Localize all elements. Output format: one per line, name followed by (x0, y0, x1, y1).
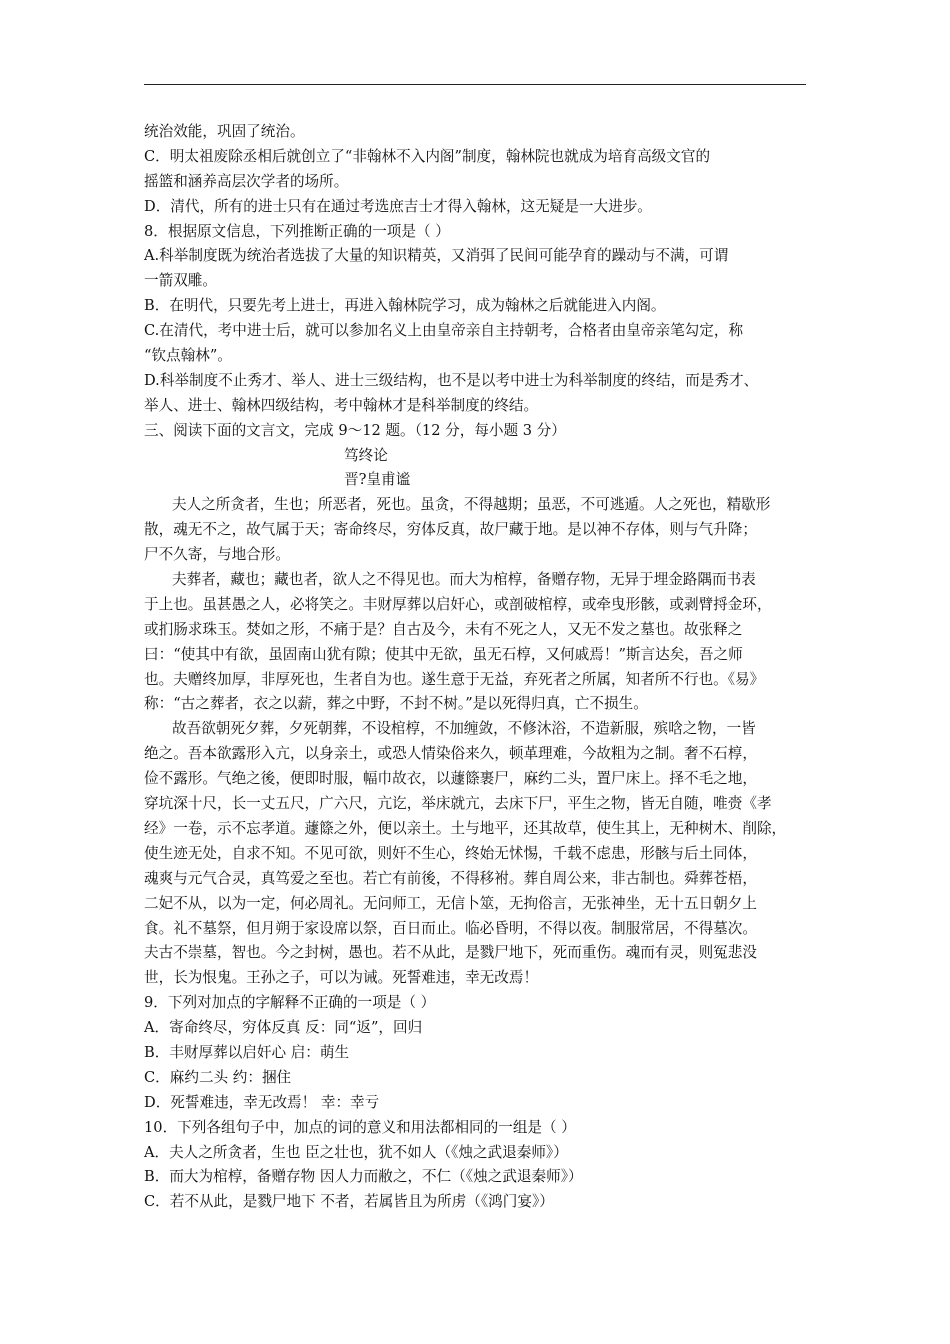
text-line: 或扪肠求珠玉。焚如之形，不痛于是？自古及今，未有不死之人，又无不发之墓也。故张释之 (144, 620, 743, 638)
passage-title-line: 晋?皇甫谧 (344, 471, 411, 489)
text-line: 使生迹无处，自求不知。不见可欲，则奸不生心，终始无怵惕，千载不虑患，形骸与后土同体， (144, 844, 757, 862)
text-line: 9．下列对加点的字解释不正确的一项是（ ） (144, 994, 436, 1012)
text-line: 称：“古之葬者，衣之以薪，葬之中野，不封不树。”是以死得归真，亡不损生。 (144, 695, 648, 713)
text-line: “钦点翰林”。 (144, 347, 232, 365)
text-line: B．在明代，只要先考上进士，再进入翰林院学习，成为翰林之后就能进入内阁。 (144, 297, 666, 315)
text-line: 尸不久寄，与地合形。 (144, 546, 290, 564)
text-line: 故吾欲朝死夕葬，夕死朝葬，不设棺椁，不加缠敛，不修沐浴，不造新服，殡唅之物，一皆 (172, 720, 756, 738)
text-line: 也。夫赠终加厚，非厚死也，生者自为也。遂生意于无益，弃死者之所属，知者所不行也。《易》 (144, 670, 765, 688)
text-line: 散，魂无不之，故气属于天；寄命终尽，穷体反真，故尸藏于地。是以神不存体，则与气升降； (144, 521, 757, 539)
text-line: 于上也。虽甚愚之人，必将笑之。丰财厚葬以启奸心，或剖破棺椁，或牵曳形骸，或剥臂捋金环， (144, 595, 772, 613)
text-line: 举人、进士、翰林四级结构，考中翰林才是科举制度的终结。 (144, 396, 539, 414)
text-line: 夫葬者，藏也；藏也者，欲人之不得见也。而大为棺椁，备赠存物，无异于埋金路隅而书表 (172, 571, 756, 589)
text-line: 食。礼不墓祭，但月朔于家设席以祭，百日而止。临必昏明，不得以夜。制服常居，不得墓次。 (144, 919, 757, 937)
text-line: 经》一卷，示不忘孝道。蘧篨之外，便以亲土。土与地平，还其故草，使生其上，无种树木、削除， (144, 819, 787, 837)
text-line: C.在清代，考中进士后，就可以参加名义上由皇帝亲自主持朝考，合格者由皇帝亲笔勾定，称 (144, 322, 744, 340)
text-line: 摇篮和涵养高层次学者的场所。 (144, 172, 349, 190)
text-line: B．而大为棺椁，备赠存物 因人力而敝之，不仁（《烛之武退秦师》） (144, 1168, 583, 1186)
text-line: 绝之。吾本欲露形入亢，以身亲土，或恐人情染俗来久，顿革理难，今故粗为之制。奢不石椁， (144, 745, 757, 763)
header-rule (144, 84, 806, 85)
text-line: C．麻约二头 约：捆住 (144, 1068, 292, 1086)
text-line: 夫古不崇墓，智也。今之封树，愚也。若不从此，是戮尸地下，死而重伤。魂而有灵，则冤悲没 (144, 944, 757, 962)
text-line: 统治效能，巩固了统治。 (144, 123, 305, 140)
document-body (144, 120, 812, 1215)
text-line: 10．下列各组句子中，加点的词的意义和用法都相同的一组是（ ） (144, 1118, 576, 1136)
text-line: C．明太祖废除丞相后就创立了“非翰林不入内阁”制度，翰林院也就成为培育高级文官的 (144, 147, 711, 165)
text-line: 俭不露形。气绝之後，便即时服，幅巾故衣，以蘧篨裹尸，麻约二头，置尸床上。择不毛之地， (144, 770, 757, 788)
text-line: 三、阅读下面的文言文，完成 9～12 题。（12 分，每小题 3 分） (144, 421, 566, 439)
text-line: 二妃不从，以为一定，何必周礼。无问师工，无信卜筮，无拘俗言，无张神坐，无十五日朝夕上 (144, 894, 757, 912)
text-line: 一箭双雕。 (144, 272, 217, 290)
passage-title-line: 笃终论 (344, 446, 388, 464)
text-line: A．寄命终尽，穷体反真 反：同“返”，回归 (144, 1019, 423, 1037)
text-line: 夫人之所贪者，生也；所恶者，死也。虽贪，不得越期；虽恶，不可逃遁。人之死也，精歇形 (172, 496, 771, 514)
text-line: D．死誓难违，幸无改焉！ 幸：幸亏 (144, 1093, 380, 1111)
text-line: D.科举制度不止秀才、举人、进士三级结构，也不是以考中进士为科举制度的终结，而是秀才、 (144, 371, 759, 389)
text-line: A．夫人之所贪者，生也 臣之壮也，犹不如人（《烛之武退秦师》） (144, 1143, 568, 1161)
text-line: 穿坑深十尺，长一丈五尺，广六尺，亢讫，举床就亢，去床下尸，平生之物，皆无自随，唯赍《孝 (144, 795, 772, 813)
text-line: 世，长为恨鬼。王孙之子，可以为诫。死誓难违，幸无改焉！ (144, 969, 539, 987)
text-line: 魂爽与元气合灵，真笃爱之至也。若亡有前後，不得移袝。葬自周公来，非古制也。舜葬苍梧， (144, 869, 757, 887)
text-line: 曰：“使其中有欲，虽固南山犹有隙；使其中无欲，虽无石椁，又何戚焉！”斯言达矣，吾之师 (144, 645, 743, 663)
text-line: C．若不从此，是戮尸地下 不者，若属皆且为所虏（《鸿门宴》） (144, 1193, 554, 1211)
text-line: 8．根据原文信息，下列推断正确的一项是（ ） (144, 222, 450, 240)
text-line: B．丰财厚葬以启奸心 启：萌生 (144, 1043, 350, 1061)
text-line: A.科举制度既为统治者选拔了大量的知识精英，又消弭了民间可能孕育的躁动与不满，可谓 (144, 247, 729, 265)
text-line: D．清代，所有的进士只有在通过考选庶吉士才得入翰林，这无疑是一大进步。 (144, 197, 652, 215)
